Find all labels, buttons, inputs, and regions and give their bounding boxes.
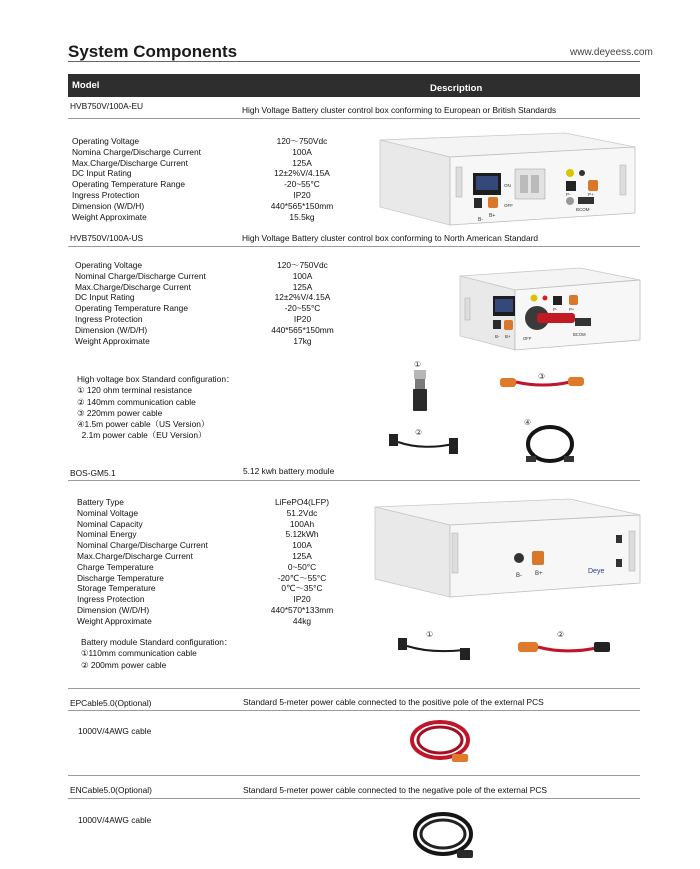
spec-label: Nomina Charge/Discharge Current [72,146,201,157]
hv-us-config-list [77,374,234,442]
description-bos: 5.12 kwh battery module [243,466,335,476]
spec-label: Max.Charge/Discharge Current [77,550,193,561]
row-divider [68,710,640,711]
spec-row [75,336,360,347]
spec-row [77,583,357,594]
label-b-plus: B+ [505,334,511,339]
spec-value: 15.5kg [289,211,315,222]
spec-value: 100A [292,146,312,157]
brand-logo: Deye [588,568,605,575]
spec-value: 440*565*150mm [270,200,334,211]
spec-value: 125A [292,550,312,561]
spec-value: -20~55°C [284,303,321,314]
marker-1: ① [426,630,434,639]
spec-row [77,551,357,562]
label-b-minus: B- [516,573,522,579]
spec-row [72,179,362,190]
battery-module-image [370,495,655,610]
spec-row [77,540,357,551]
spec-row [75,303,360,314]
spec-label: Weight Approximate [77,615,152,626]
spec-value: 440*570*133mm [270,604,334,615]
table-header [68,74,640,97]
row-divider [68,688,640,689]
spec-row [72,147,362,158]
spec-en: 1000V/4AWG cable [78,815,152,825]
spec-row [75,282,360,293]
spec-row [75,260,360,271]
spec-row [72,158,362,169]
spec-row [77,497,357,508]
label-bcom: BCOM [573,332,586,337]
spec-row [75,271,360,282]
hv-eu-control-box-image [370,125,660,245]
spec-row [72,168,362,179]
spec-label: Discharge Temperature [77,572,164,583]
spec-label: Ingress Protection [72,189,140,200]
spec-value: -20℃～55°C [277,572,327,583]
spec-value: IP20 [293,313,312,324]
spec-value: 125A [292,281,313,292]
spec-value: 44kg [292,615,312,626]
spec-label: Nominal Charge/Discharge Current [77,540,208,551]
description-en: Standard 5-meter power cable connected to the negative pole of the external PCS [243,785,548,795]
spec-label: Weight Approximate [72,211,147,222]
label-p-plus: P+ [569,307,575,312]
row-divider [68,246,640,247]
communication-cable-140mm-image [385,428,465,464]
spec-row [77,616,357,627]
spec-row [77,562,357,573]
specs-hv-eu [72,136,362,222]
description-hv-us: High Voltage Battery cluster control box conforming to North American Standard [242,233,539,243]
spec-value: IP20 [293,594,311,605]
model-en: ENCable5.0(Optional) [70,785,152,795]
spec-value: 17kg [293,335,312,346]
title-divider [68,61,640,62]
communication-cable-110mm-image [396,636,476,666]
spec-value: 51.2Vdc [286,507,318,518]
spec-label: Nominal Energy [77,529,137,540]
config-item: ② 200mm power cable [81,659,167,670]
header-model: Model [72,80,100,91]
spec-label: Battery Type [77,497,124,507]
marker-3: ③ [538,372,546,381]
spec-label: Weight Approximate [75,335,150,346]
label-b-minus: B- [478,217,483,223]
config-title: High voltage box Standard configuration： [77,374,235,384]
spec-value: 100A [292,540,312,551]
spec-row [77,605,357,616]
spec-label: Dimension (W/D/H) [75,324,148,335]
spec-value: LiFePO4(LFP) [275,497,329,507]
spec-value: 12±2%V/4.15A [274,168,330,179]
config-title: Battery module Standard configuration： [81,637,233,647]
spec-value: 440*565*150mm [271,324,334,335]
spec-label: Nominal Capacity [77,518,143,529]
spec-value: 0℃～35°C [281,583,323,594]
model-ep: EPCable5.0(Optional) [70,698,152,708]
spec-row [77,508,357,519]
config-item: ① 120 ohm terminal resistance [77,385,193,396]
description-hv-eu: High Voltage Battery cluster control box conforming to European or British Standards [242,105,557,115]
config-item: ④1.5m power cable（US Version） [77,419,210,430]
spec-label: Max.Charge/Discharge Current [75,281,191,292]
marker-4: ④ [524,418,532,427]
description-ep: Standard 5-meter power cable connected to the positive pole of the external PCS [243,697,544,707]
spec-row [77,573,357,584]
specs-hv-us [75,260,360,346]
spec-value: 5.12kWh [285,529,319,540]
en-cable-image [405,806,485,866]
spec-row [72,201,362,212]
config-item: ①110mm communication cable [81,648,197,659]
terminal-resistor-image [408,370,432,415]
row-divider [68,118,640,119]
label-p-plus: P+ [588,192,594,197]
row-divider [68,775,640,776]
power-cable-1-5m-image [520,420,580,470]
label-b-minus: B- [495,334,500,339]
spec-value: 100Ah [289,518,315,529]
label-p-minus: P- [566,192,571,197]
spec-label: Nominal Voltage [77,507,138,518]
spec-ep: 1000V/4AWG cable [78,726,152,736]
spec-value: 120～750Vdc [277,260,328,270]
spec-value: 100A [292,270,313,281]
spec-label: Ingress Protection [75,313,143,324]
spec-label: Charge Temperature [77,561,154,572]
config-item: 2.1m power cable（EU Version） [77,430,207,441]
spec-value: 125A [292,157,312,168]
spec-label: Operating Voltage [72,136,140,146]
spec-value: IP20 [293,189,311,200]
marker-2: ② [415,428,423,437]
row-divider [68,480,640,481]
bos-config-list [81,637,232,671]
spec-label: Nominal Charge/Discharge Current [75,270,206,281]
spec-label: DC Input Rating [75,292,135,303]
spec-label: Dimension (W/D/H) [72,200,145,211]
spec-row [77,529,357,540]
spec-row [72,190,362,201]
spec-label: Operating Temperature Range [72,179,185,190]
ep-cable-image [400,712,480,772]
spec-label: Ingress Protection [77,594,145,605]
header-description: Description [430,83,483,94]
spec-value: -20~55°C [284,179,320,190]
spec-row [72,212,362,223]
power-cable-220mm-image [498,372,588,392]
label-p-minus: P- [553,307,558,312]
marker-1: ① [414,360,422,369]
specs-bos [77,497,357,627]
config-item: ③ 220mm power cable [77,407,163,418]
model-hv-us: HVB750V/100A-US [70,233,144,243]
hv-us-control-box-image [455,258,655,363]
spec-row [77,594,357,605]
spec-label: Storage Temperature [77,583,156,594]
spec-row [75,292,360,303]
row-divider [68,798,640,799]
page-title: System Components [68,42,238,61]
marker-2: ② [557,630,565,639]
label-on: ON [504,183,511,188]
spec-label: Max.Charge/Discharge Current [72,157,188,168]
label-b-plus: B+ [489,213,496,219]
website-url: www.deyeess.com [570,47,653,58]
spec-value: 120～750Vdc [276,136,328,146]
label-b-plus: B+ [535,571,543,577]
model-bos: BOS-GM5.1 [70,468,116,478]
spec-row [72,136,362,147]
label-bcom: BCOM [576,207,590,212]
spec-value: 12±2%V/4.15A [274,292,331,303]
spec-row [75,314,360,325]
spec-label: DC Input Rating [72,168,132,179]
config-item: ② 140mm communication cable [77,396,196,407]
label-off: OFF [523,336,532,341]
model-hv-eu: HVB750V/100A-EU [70,101,144,111]
spec-row [75,325,360,336]
power-cable-200mm-image [516,636,616,666]
spec-label: Operating Temperature Range [75,303,188,314]
label-off: OFF [504,203,513,208]
spec-label: Operating Voltage [75,260,143,270]
spec-label: Dimension (W/D/H) [77,604,150,615]
spec-row [77,519,357,530]
spec-value: 0~50°C [287,561,317,572]
